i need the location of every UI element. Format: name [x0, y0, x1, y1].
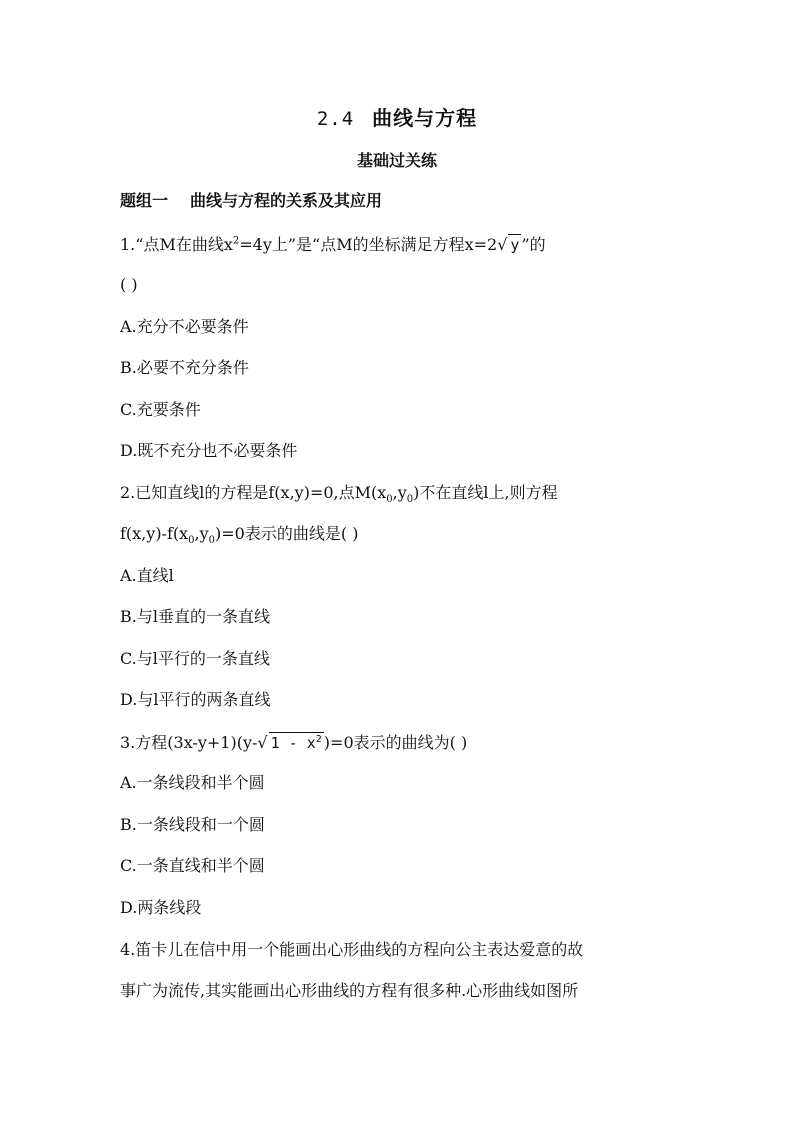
- q2-subscript: 0: [406, 494, 414, 506]
- q3-text-b: )=0表示的曲线为( ): [323, 733, 468, 752]
- q1-text-c: ”的: [521, 235, 546, 254]
- group-label: 题组一: [120, 191, 169, 210]
- sqrt-icon: √: [497, 235, 508, 254]
- section-number: 2.4: [316, 108, 355, 130]
- question-2-stem-line2: [120, 524, 359, 547]
- q1-text-b: =4y上”是“点M的坐标满足方程x=2: [239, 235, 498, 254]
- q2-option-a: A.直线l: [120, 566, 174, 585]
- q3-radicand: [269, 732, 324, 753]
- sqrt-icon: √: [257, 733, 268, 752]
- q3-superscript: 2: [315, 734, 322, 745]
- q2-text-a: 2.已知直线l的方程是f(x,y)=0,点M(x: [120, 483, 387, 502]
- q2-subscript: 0: [208, 535, 216, 547]
- q1-option-b: B.必要不充分条件: [120, 358, 249, 377]
- question-1-stem: [120, 234, 546, 255]
- subtitle: 基础过关练: [356, 151, 437, 170]
- q2-option-c: C.与l平行的一条直线: [120, 649, 270, 668]
- q2-text-c: f(x,y)-f(x: [120, 524, 189, 543]
- q1-option-c: C.充要条件: [120, 400, 201, 419]
- q3-option-c: C.一条直线和半个圆: [120, 856, 265, 875]
- question-3-stem: [120, 732, 467, 753]
- q3-radicand-text: 1 - x: [270, 734, 316, 752]
- q3-option-b: B.一条线段和一个圆: [120, 815, 265, 834]
- q3-option-d: D.两条线段: [120, 898, 202, 917]
- group-heading: [120, 191, 382, 211]
- q1-option-a: A.充分不必要条件: [120, 317, 249, 336]
- q2-text-comma: ,y: [194, 524, 209, 543]
- q1-superscript: 2: [232, 235, 240, 247]
- group-title: 曲线与方程的关系及其应用: [190, 191, 383, 210]
- q2-text-b: )不在直线l上,则方程: [413, 483, 558, 502]
- q2-option-b: B.与l垂直的一条直线: [120, 607, 270, 626]
- q2-option-d: D.与l平行的两条直线: [120, 690, 271, 709]
- q1-radicand: y: [510, 236, 520, 254]
- question-2-stem-line1: [120, 483, 558, 506]
- q2-text-d: )=0表示的曲线是( ): [215, 524, 359, 543]
- question-4-line1: 4.笛卡儿在信中用一个能画出心形曲线的方程向公主表达爱意的故: [120, 940, 584, 959]
- q2-text-comma: ,y: [392, 483, 407, 502]
- section-title-text: 曲线与方程: [372, 106, 478, 130]
- section-title: [0, 102, 794, 131]
- q3-text-a: 3.方程(3x-y+1)(y-: [120, 733, 258, 752]
- question-4-line2: 事广为流传,其实能画出心形曲线的方程有很多种.心形曲线如图所: [120, 981, 579, 1000]
- question-1-bracket: ( ): [120, 275, 138, 294]
- q1-option-d: D.既不充分也不必要条件: [120, 441, 298, 460]
- q1-text-a: 1.“点M在曲线x: [120, 235, 233, 254]
- q3-option-a: A.一条线段和半个圆: [120, 773, 265, 792]
- q2-subscript: 0: [386, 494, 393, 506]
- q2-subscript: 0: [188, 535, 195, 547]
